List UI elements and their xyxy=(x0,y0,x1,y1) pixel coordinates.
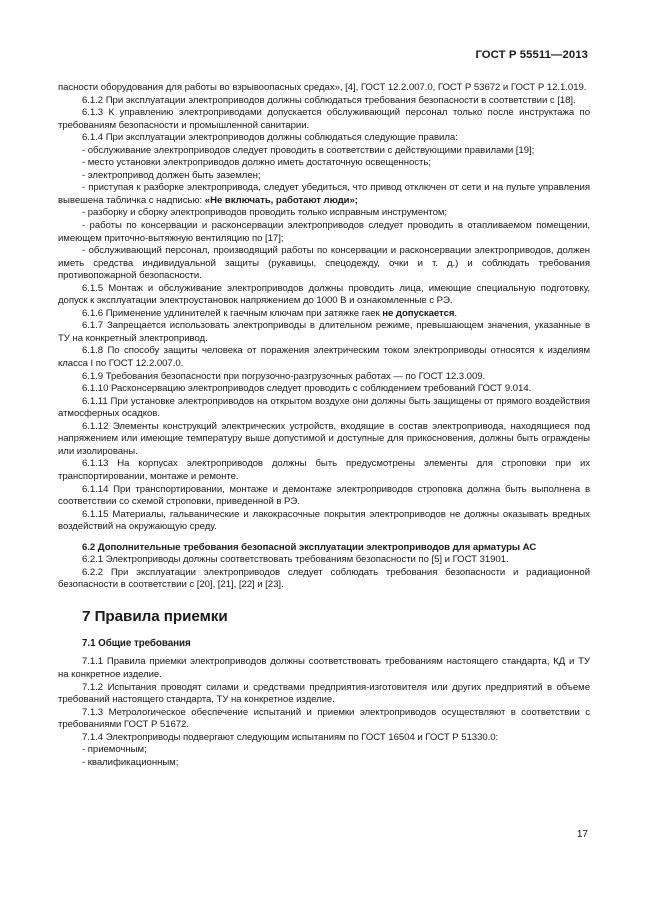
paragraph: 6.1.2 При эксплуатации электроприводов должны соблюдаться требования безопасности в соответствии с [18]. xyxy=(82,94,576,106)
paragraph: 6.1.12 Элементы конструкций электрических устройств, входящие в состав электропривода, находящиеся под напряжением или имеющие температуру выше допустимой и доступные для прикосновения, должны быть ограждены или изолированы. xyxy=(58,420,590,457)
paragraph-tail: . xyxy=(454,307,458,319)
paragraph: пасности оборудования для работы во взрывоопасных средах», [4], ГОСТ 12.2.007.0, ГОСТ Р 53672 и ГОСТ Р 12.1.019. xyxy=(58,82,587,93)
paragraph: 6.2.1 Электроприводы должны соответствовать требованиям безопасности по [5] и ГОСТ 31901. xyxy=(82,554,509,566)
paragraph: 6.1.9 Требования безопасности при погрузочно-разгрузочных работах — по ГОСТ 12.3.009. xyxy=(82,370,486,382)
document-header: ГОСТ Р 55511—2013 xyxy=(475,49,588,61)
paragraph: 7.1.4 Электроприводы подвергают следующим испытаниям по ГОСТ 16504 и ГОСТ Р 51330.0: xyxy=(82,731,499,743)
list-item: - работы по консервации и расконсервации электроприводов следует проводить в отапливаемом помещении, имеющем приточно-вытяжную вентиляцию по [17]; xyxy=(58,220,590,244)
list-item: - место установки электроприводов должно иметь достаточную освещенность; xyxy=(82,157,431,169)
emphasis-text: не допускается xyxy=(382,307,455,319)
list-item: - обслуживание электроприводов следует проводить в соответствии с действующими правилами [19]; xyxy=(82,144,535,156)
paragraph: 6.1.3 К управлению электроприводами допускается обслуживающий персонал только после инструктажа по требованиям безопасности и промышленной санитарии. xyxy=(58,107,590,131)
paragraph: 6.1.4 При эксплуатации электроприводов должны соблюдаться следующие правила: xyxy=(82,132,458,144)
paragraph: 6.1.13 На корпусах электроприводов должны быть предусмотрены элементы для строповки при их транспортировании, монтаже и ремонте. xyxy=(58,458,590,482)
document-body xyxy=(58,82,590,769)
list-item: - разборку и сборку электроприводов проводить только исправным инструментом; xyxy=(82,207,448,219)
page-number: 17 xyxy=(576,829,588,840)
paragraph: 6.2.2 При эксплуатации электроприводов следует соблюдать требования безопасности и радиационной безопасности в соответствии с [20], [21], [22] и [23]. xyxy=(58,566,590,591)
paragraph: 6.1.11 При установке электроприводов на открытом воздухе они должны быть защищены от прямого воздействия атмосферных осадков. xyxy=(58,395,590,420)
paragraph: 6.1.15 Материалы, гальванические и лакокрасочные покрытия электроприводов не должны оказывать вредных воздействий на окружающую среду. xyxy=(58,508,590,533)
paragraph: 7.1.3 Метрологическое обеспечение испытаний и приемки электроприводов осуществляют в соответствии с требованиями ГОСТ Р 51672. xyxy=(58,706,590,731)
section-heading-6-2: 6.2 Дополнительные требования безопасной эксплуатации электроприводов для арматуры АС xyxy=(82,541,537,553)
paragraph: 7.1.1 Правила приемки электроприводов должны соответствовать требованиям настоящего стандарта, КД и ТУ на конкретное изделие. xyxy=(58,656,590,680)
list-item: - обслуживающий персонал, производящий работы по консервации и расконсервации электроприводов, должен иметь средства индивидуальной защиты (рукавицы, спецодежду, очки и т. д.) и соблюдать требования противопожарной безопасности. xyxy=(58,245,590,282)
paragraph: 6.1.7 Запрещается использовать электроприводы в длительном режиме, превышающем значения, указанные в ТУ на конкретный электропривод. xyxy=(58,320,590,344)
subsection-heading-7-1: 7.1 Общие требования xyxy=(82,637,191,649)
list-item: - электропривод должен быть заземлен; xyxy=(82,169,261,181)
paragraph xyxy=(58,308,590,321)
list-item xyxy=(58,182,590,207)
list-item: - квалификационным; xyxy=(82,756,179,768)
paragraph: 6.1.10 Расконсервацию электроприводов следует проводить с соблюдением требований ГОСТ 9.014. xyxy=(82,383,532,395)
paragraph: 6.1.14 При транспортировании, монтаже и демонтаже электроприводов строповка должна быть выполнена в соответствии со схемой строповки, приведенной в РЭ. xyxy=(58,483,590,508)
paragraph: 7.1.2 Испытания проводят силами и средствами предприятия-изготовителя или других предприятий в объеме требований настоящего стандарта, ТУ на конкретное изделие. xyxy=(58,681,590,706)
paragraph-text: 6.1.6 Применение удлинителей к гаечным ключам при затяжке гаек xyxy=(82,307,383,319)
list-item: - приемочным; xyxy=(82,744,147,756)
warning-sign-text: «Не включать, работают люди»; xyxy=(204,194,358,206)
list-item-text: - приступая к разборке электропривода, следует убедиться, что привод отключен от сети и на пульте управления вывешена табличка с надписью: xyxy=(58,182,590,206)
paragraph: 6.1.5 Монтаж и обслуживание электроприводов должны проводить лица, имеющие специальную подготовку, допуск к эксплуатации электроустановок напряжением до 1000 В и ознакомленные с РЭ. xyxy=(58,282,590,307)
section-heading-7: 7 Правила приемки xyxy=(82,607,228,625)
paragraph: 6.1.8 По способу защиты человека от поражения электрическим током электроприводы относятся к изделиям класса I по ГОСТ 12.2.007.0. xyxy=(58,345,590,370)
